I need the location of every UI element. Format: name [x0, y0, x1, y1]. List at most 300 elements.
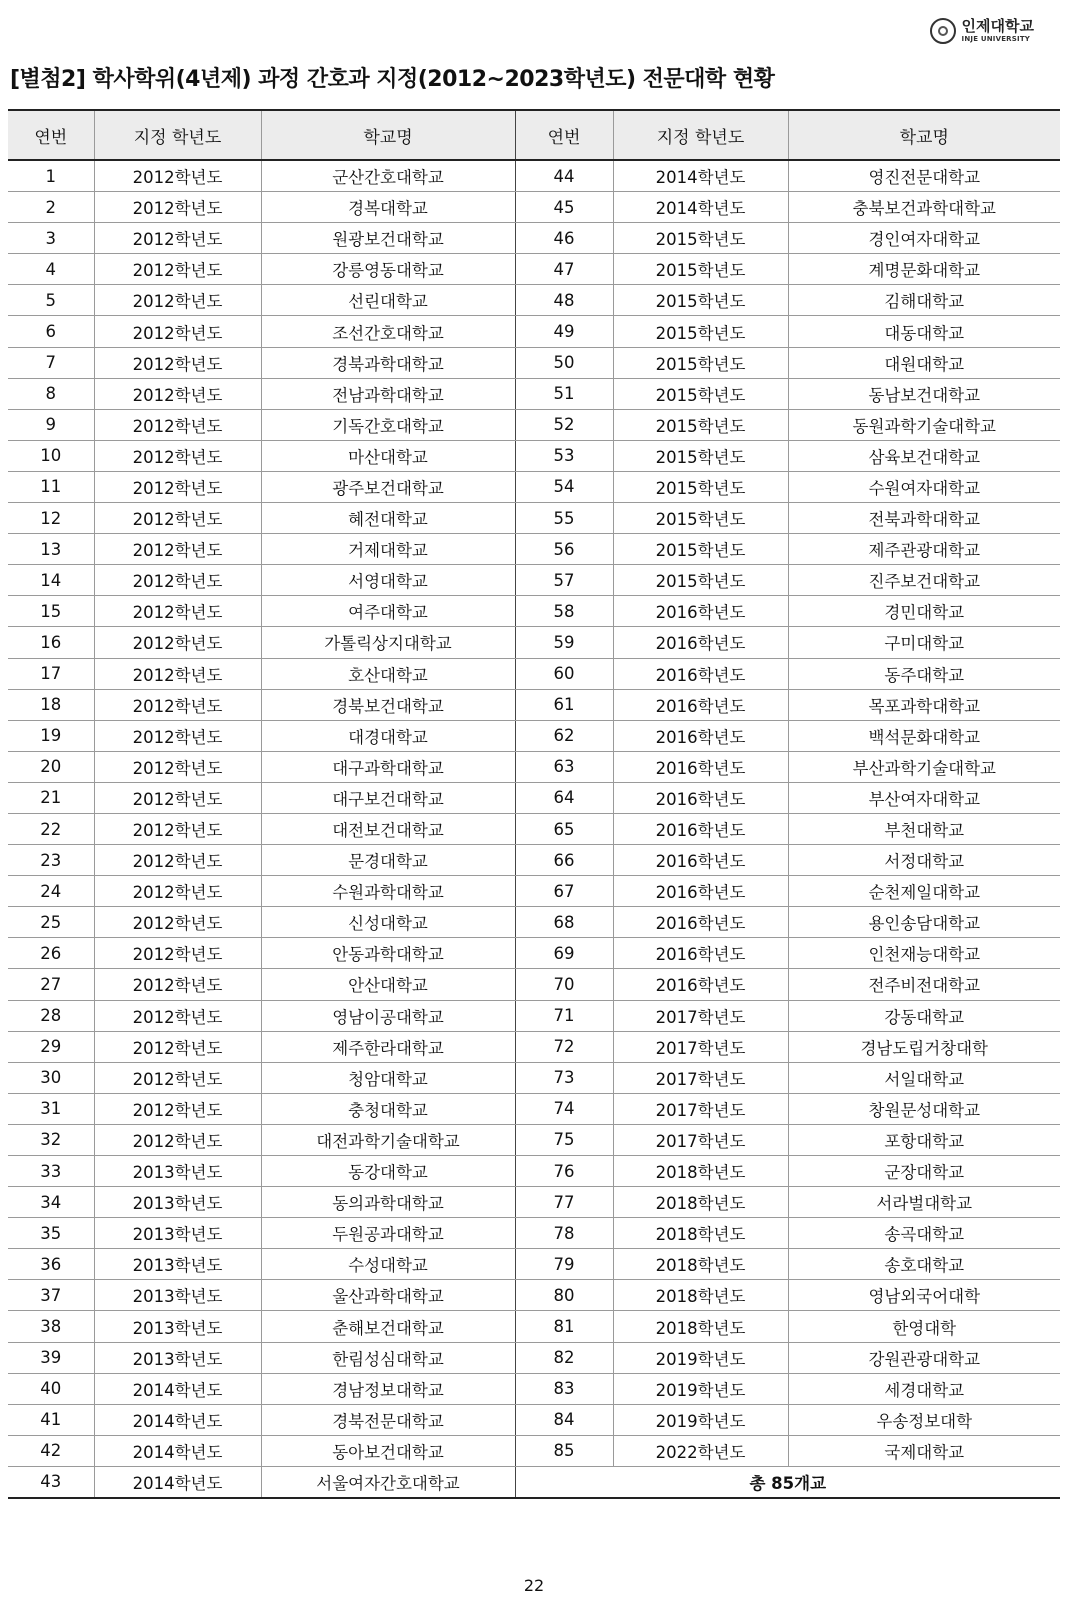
cell-no-right: 69 [515, 938, 613, 969]
cell-year-left: 2012학년도 [94, 160, 261, 192]
cell-year-right: 2016학년도 [613, 969, 788, 1000]
cell-no-left: 14 [8, 565, 94, 596]
cell-school-left: 한림성심대학교 [261, 1342, 515, 1373]
cell-school-left: 강릉영동대학교 [261, 254, 515, 285]
cell-no-left: 1 [8, 160, 94, 192]
table-body [8, 160, 1060, 1498]
table-row [8, 1404, 1060, 1435]
table-row [8, 565, 1060, 596]
college-table [8, 109, 1060, 1499]
cell-school-right: 부산여자대학교 [788, 782, 1060, 813]
cell-year-left: 2012학년도 [94, 1124, 261, 1155]
cell-no-right: 67 [515, 876, 613, 907]
table-row [8, 347, 1060, 378]
cell-no-right: 66 [515, 845, 613, 876]
cell-school-left: 대구과학대학교 [261, 751, 515, 782]
cell-no-right: 47 [515, 254, 613, 285]
cell-school-left: 신성대학교 [261, 907, 515, 938]
cell-year-right: 2016학년도 [613, 813, 788, 844]
cell-school-right: 영진전문대학교 [788, 160, 1060, 192]
cell-school-right: 제주관광대학교 [788, 534, 1060, 565]
cell-school-left: 혜전대학교 [261, 503, 515, 534]
cell-school-right: 송호대학교 [788, 1249, 1060, 1280]
cell-school-right: 부산과학기술대학교 [788, 751, 1060, 782]
table-row [8, 627, 1060, 658]
cell-year-right: 2015학년도 [613, 440, 788, 471]
cell-no-left: 9 [8, 409, 94, 440]
table-row [8, 440, 1060, 471]
cell-no-left: 20 [8, 751, 94, 782]
cell-no-left: 35 [8, 1218, 94, 1249]
cell-year-right: 2016학년도 [613, 658, 788, 689]
cell-school-left: 대경대학교 [261, 720, 515, 751]
cell-no-right: 81 [515, 1311, 613, 1342]
header-year-right: 지정 학년도 [613, 110, 788, 160]
cell-school-right: 영남외국어대학 [788, 1280, 1060, 1311]
cell-year-right: 2015학년도 [613, 565, 788, 596]
table-row [8, 534, 1060, 565]
cell-no-left: 16 [8, 627, 94, 658]
cell-no-right: 65 [515, 813, 613, 844]
cell-no-right: 56 [515, 534, 613, 565]
cell-no-right: 64 [515, 782, 613, 813]
cell-no-right: 73 [515, 1062, 613, 1093]
cell-no-right: 84 [515, 1404, 613, 1435]
cell-no-right: 57 [515, 565, 613, 596]
cell-year-left: 2012학년도 [94, 534, 261, 565]
table-row [8, 1466, 1060, 1498]
cell-no-left: 36 [8, 1249, 94, 1280]
table-row [8, 1218, 1060, 1249]
university-logo [930, 18, 1034, 44]
cell-no-right: 54 [515, 471, 613, 502]
cell-year-left: 2012학년도 [94, 1000, 261, 1031]
logo-name-english: INJE UNIVERSITY [961, 35, 1031, 43]
table-row [8, 160, 1060, 192]
table-header-row [8, 110, 1060, 160]
cell-no-right: 48 [515, 285, 613, 316]
cell-school-left: 마산대학교 [261, 440, 515, 471]
cell-year-right: 2015학년도 [613, 347, 788, 378]
university-seal-icon [930, 18, 956, 44]
cell-year-left: 2012학년도 [94, 969, 261, 1000]
cell-year-right: 2016학년도 [613, 907, 788, 938]
cell-year-left: 2013학년도 [94, 1280, 261, 1311]
cell-school-left: 동강대학교 [261, 1156, 515, 1187]
cell-year-left: 2012학년도 [94, 378, 261, 409]
header-no-right: 연번 [515, 110, 613, 160]
cell-year-right: 2015학년도 [613, 285, 788, 316]
cell-no-right: 44 [515, 160, 613, 192]
cell-year-left: 2012학년도 [94, 565, 261, 596]
cell-year-left: 2013학년도 [94, 1218, 261, 1249]
table-row [8, 1187, 1060, 1218]
cell-school-right: 전북과학대학교 [788, 503, 1060, 534]
cell-year-left: 2014학년도 [94, 1435, 261, 1466]
cell-year-right: 2022학년도 [613, 1435, 788, 1466]
cell-no-right: 53 [515, 440, 613, 471]
cell-no-right: 63 [515, 751, 613, 782]
cell-no-left: 34 [8, 1187, 94, 1218]
table-row [8, 969, 1060, 1000]
cell-school-left: 영남이공대학교 [261, 1000, 515, 1031]
cell-school-right: 한영대학 [788, 1311, 1060, 1342]
cell-school-left: 충청대학교 [261, 1093, 515, 1124]
cell-year-left: 2013학년도 [94, 1249, 261, 1280]
cell-year-right: 2015학년도 [613, 409, 788, 440]
cell-school-left: 울산과학대학교 [261, 1280, 515, 1311]
cell-year-left: 2014학년도 [94, 1404, 261, 1435]
cell-no-left: 10 [8, 440, 94, 471]
cell-no-right: 68 [515, 907, 613, 938]
cell-school-left: 안동과학대학교 [261, 938, 515, 969]
cell-year-left: 2012학년도 [94, 907, 261, 938]
cell-no-left: 25 [8, 907, 94, 938]
cell-year-right: 2016학년도 [613, 751, 788, 782]
document-title: [별첨2] 학사학위(4년제) 과정 간호과 지정(2012~2023학년도) 전문대학 현황 [10, 67, 775, 92]
cell-school-left: 대전보건대학교 [261, 813, 515, 844]
logo-name-korean: 인제대학교 [961, 17, 1034, 35]
cell-school-left: 서영대학교 [261, 565, 515, 596]
cell-school-right: 진주보건대학교 [788, 565, 1060, 596]
table-row [8, 1280, 1060, 1311]
table-row [8, 658, 1060, 689]
cell-no-right: 77 [515, 1187, 613, 1218]
cell-year-left: 2013학년도 [94, 1156, 261, 1187]
cell-no-right: 45 [515, 192, 613, 223]
cell-year-left: 2012학년도 [94, 938, 261, 969]
cell-no-left: 29 [8, 1031, 94, 1062]
cell-school-right: 대원대학교 [788, 347, 1060, 378]
cell-year-right: 2017학년도 [613, 1000, 788, 1031]
cell-year-left: 2012학년도 [94, 751, 261, 782]
cell-school-left: 수성대학교 [261, 1249, 515, 1280]
cell-no-right: 49 [515, 316, 613, 347]
cell-year-left: 2012학년도 [94, 782, 261, 813]
total-count: 총 85개교 [515, 1466, 1060, 1498]
cell-no-right: 51 [515, 378, 613, 409]
cell-year-right: 2016학년도 [613, 938, 788, 969]
cell-school-right: 대동대학교 [788, 316, 1060, 347]
cell-year-right: 2014학년도 [613, 160, 788, 192]
cell-school-left: 제주한라대학교 [261, 1031, 515, 1062]
table-row [8, 1062, 1060, 1093]
cell-no-right: 62 [515, 720, 613, 751]
cell-school-right: 목포과학대학교 [788, 689, 1060, 720]
cell-no-right: 61 [515, 689, 613, 720]
table-row [8, 907, 1060, 938]
cell-year-right: 2018학년도 [613, 1280, 788, 1311]
cell-no-right: 83 [515, 1373, 613, 1404]
cell-school-right: 강동대학교 [788, 1000, 1060, 1031]
table-row [8, 378, 1060, 409]
cell-no-left: 26 [8, 938, 94, 969]
cell-no-right: 59 [515, 627, 613, 658]
table-row [8, 285, 1060, 316]
table-row [8, 720, 1060, 751]
cell-no-left: 17 [8, 658, 94, 689]
cell-no-right: 85 [515, 1435, 613, 1466]
cell-no-left: 21 [8, 782, 94, 813]
cell-no-right: 79 [515, 1249, 613, 1280]
cell-year-left: 2012학년도 [94, 347, 261, 378]
cell-no-left: 30 [8, 1062, 94, 1093]
cell-year-left: 2012학년도 [94, 471, 261, 502]
cell-year-left: 2012학년도 [94, 409, 261, 440]
cell-school-left: 원광보건대학교 [261, 223, 515, 254]
cell-no-left: 38 [8, 1311, 94, 1342]
cell-school-right: 군장대학교 [788, 1156, 1060, 1187]
header-school-left: 학교명 [261, 110, 515, 160]
table-row [8, 503, 1060, 534]
cell-school-right: 전주비전대학교 [788, 969, 1060, 1000]
table-row [8, 1031, 1060, 1062]
cell-school-left: 여주대학교 [261, 596, 515, 627]
cell-year-left: 2012학년도 [94, 503, 261, 534]
cell-year-left: 2012학년도 [94, 813, 261, 844]
cell-year-right: 2014학년도 [613, 192, 788, 223]
cell-no-left: 24 [8, 876, 94, 907]
header-year-left: 지정 학년도 [94, 110, 261, 160]
cell-school-right: 수원여자대학교 [788, 471, 1060, 502]
cell-no-left: 27 [8, 969, 94, 1000]
cell-year-right: 2016학년도 [613, 782, 788, 813]
cell-school-right: 경남도립거창대학 [788, 1031, 1060, 1062]
cell-no-right: 75 [515, 1124, 613, 1155]
cell-year-left: 2013학년도 [94, 1187, 261, 1218]
cell-school-right: 동남보건대학교 [788, 378, 1060, 409]
cell-year-left: 2012학년도 [94, 1062, 261, 1093]
cell-no-right: 72 [515, 1031, 613, 1062]
cell-no-left: 22 [8, 813, 94, 844]
cell-school-right: 김해대학교 [788, 285, 1060, 316]
header-no-left: 연번 [8, 110, 94, 160]
cell-no-right: 78 [515, 1218, 613, 1249]
table-row [8, 845, 1060, 876]
cell-school-left: 동의과학대학교 [261, 1187, 515, 1218]
cell-year-right: 2015학년도 [613, 471, 788, 502]
cell-no-left: 13 [8, 534, 94, 565]
cell-no-left: 28 [8, 1000, 94, 1031]
cell-school-left: 청암대학교 [261, 1062, 515, 1093]
cell-year-left: 2013학년도 [94, 1342, 261, 1373]
cell-year-right: 2016학년도 [613, 720, 788, 751]
cell-school-left: 경북보건대학교 [261, 689, 515, 720]
cell-year-right: 2015학년도 [613, 534, 788, 565]
table-row [8, 1156, 1060, 1187]
cell-school-left: 문경대학교 [261, 845, 515, 876]
cell-school-left: 호산대학교 [261, 658, 515, 689]
cell-school-right: 서라벌대학교 [788, 1187, 1060, 1218]
cell-school-left: 광주보건대학교 [261, 471, 515, 502]
cell-school-right: 충북보건과학대학교 [788, 192, 1060, 223]
table-row [8, 471, 1060, 502]
cell-school-right: 우송정보대학 [788, 1404, 1060, 1435]
cell-no-left: 6 [8, 316, 94, 347]
cell-year-left: 2012학년도 [94, 627, 261, 658]
cell-year-left: 2012학년도 [94, 440, 261, 471]
table-row [8, 223, 1060, 254]
cell-year-right: 2019학년도 [613, 1342, 788, 1373]
cell-school-right: 동주대학교 [788, 658, 1060, 689]
cell-no-left: 23 [8, 845, 94, 876]
cell-no-right: 55 [515, 503, 613, 534]
cell-school-left: 선린대학교 [261, 285, 515, 316]
cell-school-right: 구미대학교 [788, 627, 1060, 658]
cell-year-right: 2017학년도 [613, 1031, 788, 1062]
cell-year-left: 2012학년도 [94, 596, 261, 627]
cell-school-right: 송곡대학교 [788, 1218, 1060, 1249]
cell-year-right: 2016학년도 [613, 689, 788, 720]
cell-school-left: 전남과학대학교 [261, 378, 515, 409]
cell-no-right: 70 [515, 969, 613, 1000]
cell-school-right: 서일대학교 [788, 1062, 1060, 1093]
table-row [8, 1435, 1060, 1466]
cell-school-left: 경남정보대학교 [261, 1373, 515, 1404]
cell-school-left: 서울여자간호대학교 [261, 1466, 515, 1498]
cell-year-left: 2012학년도 [94, 845, 261, 876]
cell-no-left: 42 [8, 1435, 94, 1466]
cell-school-right: 창원문성대학교 [788, 1093, 1060, 1124]
cell-year-right: 2018학년도 [613, 1156, 788, 1187]
cell-no-left: 39 [8, 1342, 94, 1373]
header-school-right: 학교명 [788, 110, 1060, 160]
table-row [8, 1249, 1060, 1280]
cell-no-left: 19 [8, 720, 94, 751]
cell-year-right: 2017학년도 [613, 1093, 788, 1124]
cell-school-left: 거제대학교 [261, 534, 515, 565]
table-row [8, 938, 1060, 969]
cell-no-right: 80 [515, 1280, 613, 1311]
table-row [8, 1373, 1060, 1404]
cell-school-right: 경민대학교 [788, 596, 1060, 627]
table-row [8, 254, 1060, 285]
cell-year-left: 2012학년도 [94, 658, 261, 689]
cell-year-right: 2017학년도 [613, 1124, 788, 1155]
cell-school-right: 인천재능대학교 [788, 938, 1060, 969]
cell-year-right: 2016학년도 [613, 627, 788, 658]
cell-no-left: 33 [8, 1156, 94, 1187]
cell-year-left: 2013학년도 [94, 1311, 261, 1342]
cell-school-right: 삼육보건대학교 [788, 440, 1060, 471]
cell-school-right: 국제대학교 [788, 1435, 1060, 1466]
cell-no-left: 2 [8, 192, 94, 223]
table-row [8, 192, 1060, 223]
cell-school-left: 조선간호대학교 [261, 316, 515, 347]
cell-no-left: 41 [8, 1404, 94, 1435]
cell-school-left: 동아보건대학교 [261, 1435, 515, 1466]
cell-school-left: 경복대학교 [261, 192, 515, 223]
cell-year-right: 2016학년도 [613, 596, 788, 627]
cell-school-left: 수원과학대학교 [261, 876, 515, 907]
cell-school-left: 두원공과대학교 [261, 1218, 515, 1249]
table-row [8, 751, 1060, 782]
cell-no-left: 12 [8, 503, 94, 534]
cell-year-right: 2016학년도 [613, 845, 788, 876]
cell-year-left: 2012학년도 [94, 689, 261, 720]
cell-no-left: 40 [8, 1373, 94, 1404]
cell-school-left: 경북과학대학교 [261, 347, 515, 378]
cell-year-right: 2018학년도 [613, 1311, 788, 1342]
cell-year-right: 2015학년도 [613, 503, 788, 534]
cell-year-right: 2018학년도 [613, 1187, 788, 1218]
cell-school-right: 포항대학교 [788, 1124, 1060, 1155]
cell-no-right: 60 [515, 658, 613, 689]
cell-school-right: 서정대학교 [788, 845, 1060, 876]
cell-no-right: 46 [515, 223, 613, 254]
cell-no-left: 31 [8, 1093, 94, 1124]
cell-no-left: 3 [8, 223, 94, 254]
cell-school-right: 동원과학기술대학교 [788, 409, 1060, 440]
cell-year-right: 2018학년도 [613, 1249, 788, 1280]
cell-no-right: 82 [515, 1342, 613, 1373]
cell-no-left: 5 [8, 285, 94, 316]
cell-no-left: 11 [8, 471, 94, 502]
cell-year-right: 2018학년도 [613, 1218, 788, 1249]
cell-school-left: 기독간호대학교 [261, 409, 515, 440]
cell-year-right: 2019학년도 [613, 1404, 788, 1435]
cell-no-left: 8 [8, 378, 94, 409]
table-row [8, 1093, 1060, 1124]
cell-no-left: 32 [8, 1124, 94, 1155]
table-row [8, 689, 1060, 720]
cell-year-right: 2015학년도 [613, 254, 788, 285]
cell-no-left: 15 [8, 596, 94, 627]
table-row [8, 782, 1060, 813]
table-row [8, 1124, 1060, 1155]
table-row [8, 1311, 1060, 1342]
cell-no-left: 7 [8, 347, 94, 378]
cell-year-left: 2012학년도 [94, 192, 261, 223]
cell-year-left: 2012학년도 [94, 316, 261, 347]
cell-no-right: 58 [515, 596, 613, 627]
cell-year-right: 2015학년도 [613, 223, 788, 254]
cell-school-right: 경인여자대학교 [788, 223, 1060, 254]
cell-school-right: 부천대학교 [788, 813, 1060, 844]
table-row [8, 876, 1060, 907]
cell-year-left: 2012학년도 [94, 1093, 261, 1124]
cell-year-right: 2016학년도 [613, 876, 788, 907]
table-row [8, 1342, 1060, 1373]
cell-year-left: 2012학년도 [94, 254, 261, 285]
cell-no-right: 74 [515, 1093, 613, 1124]
cell-school-right: 강원관광대학교 [788, 1342, 1060, 1373]
cell-school-right: 계명문화대학교 [788, 254, 1060, 285]
cell-school-left: 경북전문대학교 [261, 1404, 515, 1435]
cell-no-right: 71 [515, 1000, 613, 1031]
cell-no-left: 4 [8, 254, 94, 285]
cell-year-left: 2014학년도 [94, 1466, 261, 1498]
cell-school-left: 대전과학기술대학교 [261, 1124, 515, 1155]
cell-school-left: 춘해보건대학교 [261, 1311, 515, 1342]
cell-year-right: 2017학년도 [613, 1062, 788, 1093]
cell-school-right: 세경대학교 [788, 1373, 1060, 1404]
cell-year-left: 2012학년도 [94, 223, 261, 254]
cell-school-right: 용인송담대학교 [788, 907, 1060, 938]
cell-year-left: 2012학년도 [94, 720, 261, 751]
cell-no-right: 76 [515, 1156, 613, 1187]
cell-year-left: 2014학년도 [94, 1373, 261, 1404]
cell-no-left: 18 [8, 689, 94, 720]
cell-year-left: 2012학년도 [94, 1031, 261, 1062]
cell-year-left: 2012학년도 [94, 285, 261, 316]
table-row [8, 596, 1060, 627]
cell-school-right: 순천제일대학교 [788, 876, 1060, 907]
table-row [8, 316, 1060, 347]
page-number: 22 [523, 1576, 545, 1595]
cell-school-right: 백석문화대학교 [788, 720, 1060, 751]
cell-no-left: 37 [8, 1280, 94, 1311]
